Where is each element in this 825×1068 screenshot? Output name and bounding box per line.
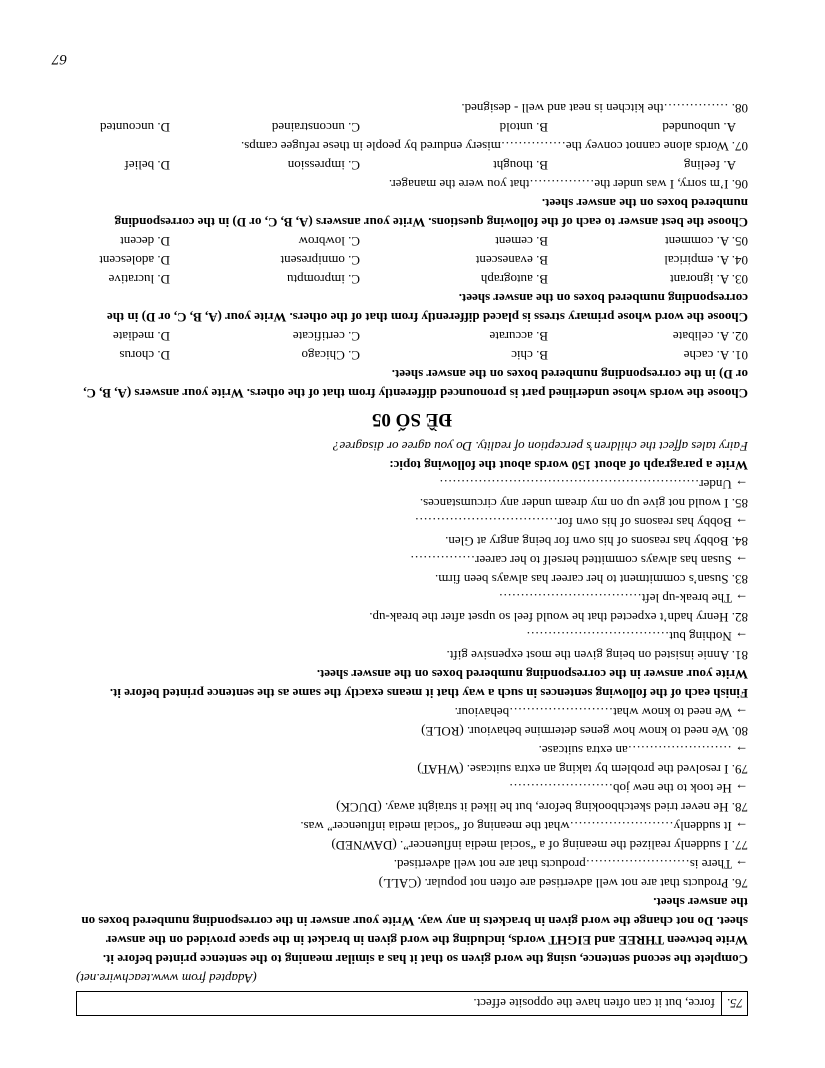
q81: 81. Annie insisted on being given the most expensive gift. [446,648,748,663]
option: D. adolescent [99,253,170,268]
options-row-03 [76,270,748,289]
q78: 78. He never tried sketchbooking before, but he liked it straight away. (DUCK) [336,800,748,815]
option: C. impromptu [287,272,360,287]
option: 05. A. comment [664,234,748,249]
option: 03. A. ignorant [670,272,748,287]
options-row-07 [76,118,748,137]
q79: 79. I resolved the problem by taking an extra suitcase. (WHAT) [417,762,748,777]
q77: 77. I suddenly realized the meaning of a “social media influencer”. (DAWNED) [331,838,748,853]
q08: 08. ……………the kitchen is neat and well - designed. [461,101,748,116]
options-row-02 [76,327,748,346]
option: D. uncounted [99,120,170,135]
item-75-number: 75. [721,992,747,1015]
option: B. untold [499,120,548,135]
q85: 85. I would not give up on my dream under any circumstances. [419,496,748,511]
options-row-04 [76,251,748,270]
options-row-05 [76,232,748,251]
option: D. mediate [112,329,170,344]
mcq-instruction: Choose the best answer to each of the following questions. Write your answers (A, B, C, or D) in the corresponding numbered boxes on the answer sheet. [114,196,748,230]
option: C. certificate [292,329,360,344]
q07: 07. Words alone cannot convey the……………misery endured by people in these refugee camps. [240,139,748,154]
option: B. accurate [489,329,548,344]
rewrite-instruction: Finish each of the following sentences in such a way that it means exactly the same as the sentence printed before it. Write your answer in the corresponding numbered boxes on the answer sheet. [109,667,748,701]
option: 01. A. cache [683,348,748,363]
q76: 76. Products that are not well advertised are often not popular. (CALL) [378,876,748,891]
a82: → The break-up left…………………………… [498,591,748,606]
option: C. unconstrained [271,120,360,135]
option: D. belief [124,158,170,173]
options-row-06 [76,156,748,175]
a80: → We need to know what……………………behaviour. [454,705,748,720]
source-credit: (Adapted from www.teachwire.net) [76,971,257,986]
writing-instruction: Write a paragraph of about 150 words about the following topic: [389,458,748,473]
page-number: 67 [52,51,67,67]
q82: 82. Henry hadn’t expected that he would feel so upset after the break-up. [369,610,748,625]
a76: → There is……………………products that are not well advertised. [393,857,748,872]
option: B. cement [495,234,548,249]
option: C. omnipresent [280,253,360,268]
writing-topic: Fairy tales affect the children’s perception of reality. Do you agree or disagree? [332,439,748,454]
option: D. lucrative [108,272,170,287]
q06: 06. I’m sorry, I was under the……………that you were the manager. [388,177,748,192]
option: D. chorus [119,348,170,363]
option: A. unbounded [662,120,736,135]
pronunciation-instruction: Choose the words whose underlined part is pronounced differently from that of the others. Write your answers (A, B, C, or D) in the corresponding numbered boxes on the answer sheet. [83,367,748,401]
a81: → Nothing but…………………………… [526,629,748,644]
a84: → Bobby has reasons of his own for…………………………… [414,515,748,530]
option: B. autograph [480,272,548,287]
item-75-text: force, but it can often have the opposite effect. [473,996,715,1011]
q80: 80. We need to know how genes determine behaviour. (ROLE) [421,724,748,739]
transform-instruction: Complete the second sentence, using the word given so that it has a similar meaning to the sentence printed before it. Write between THREE and EIGHT words, including the word given in bracket in the space provided on the answer sheet. Do not change the word given in brackets in any way. Write your answer in the corresponding numbered boxes on the answer sheet. [81,895,748,967]
a77: → It suddenly……………………what the meaning of “social media influencer” was. [300,819,748,834]
a79: → ……………………an extra suitcase. [538,743,748,758]
a83: → Susan has always committed herself to her career…………… [410,553,748,568]
q84: 84. Bobby has reasons of his own for being angry at Glen. [445,534,748,549]
test-title: ĐỀ SỐ 05 [371,409,453,430]
option: C. lowbrow [298,234,360,249]
option: A. feeling [684,158,736,173]
options-row-01 [76,346,748,365]
option: B. thought [493,158,548,173]
stress-instruction: Choose the word whose primary stress is placed differently from that of the others. Write your (A, B, C, or D) in the corresponding numbered boxes on the answer sheet. [106,291,748,325]
option: B. chic [511,348,548,363]
q83: 83. Susan’s commitment to her career has always been firm. [435,572,748,587]
option: 04. A. empirical [664,253,748,268]
option: D. decent [120,234,170,249]
item-75-box [76,991,748,1016]
option: B. evanescent [475,253,548,268]
option: 02. A. celibate [672,329,748,344]
a85: → Under…………………………………………………… [439,477,748,492]
a78: → He took to the new job…………………… [508,781,748,796]
option: C. Chicago [301,348,360,363]
page-content [76,99,748,1016]
option: C. impression [287,158,360,173]
